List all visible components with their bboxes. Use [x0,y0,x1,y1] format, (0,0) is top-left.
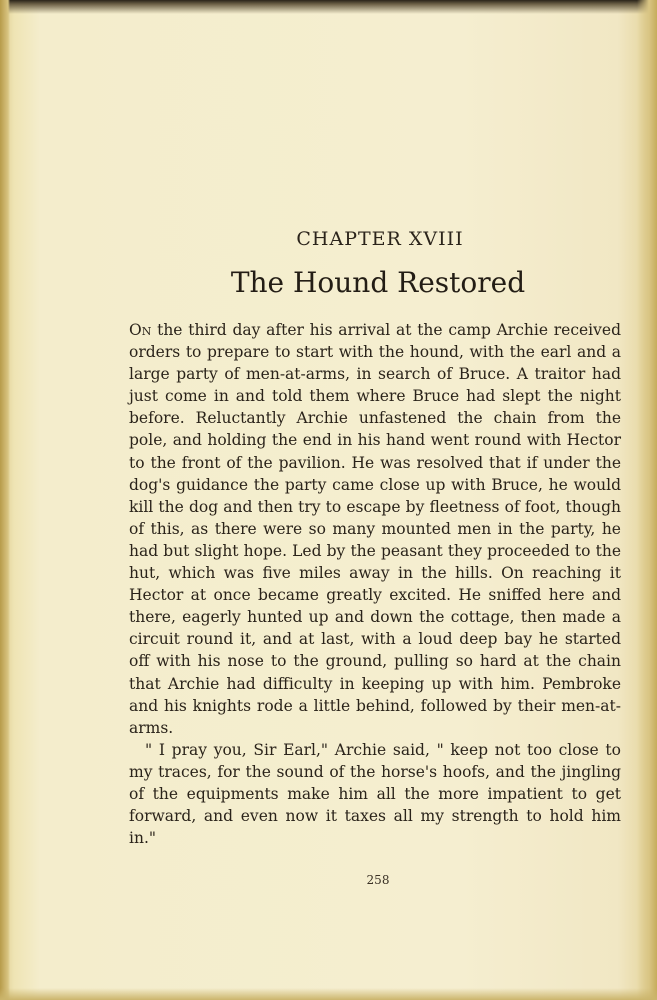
page-bottom-edge [0,988,657,1000]
page-number: 258 [366,873,390,887]
chapter-body [129,319,621,849]
paragraph-opening-word: On [129,321,152,339]
page-left-edge [0,0,10,1000]
chapter-title: The Hound Restored [230,266,526,299]
chapter-number: CHAPTER XVIII [296,228,464,250]
paragraph-1 [129,319,621,739]
page-right-edge [637,0,657,1000]
paragraph-2: " I pray you, Sir Earl," Archie said, " keep not too close to my traces, for the sound of the horse's hoofs, and the jingling of the equipments make him all the more impatient to get forward, and even now it taxes all my strength to hold him in." [129,740,621,848]
paragraph-1-text: the third day after his arrival at the camp Archie received orders to prepare to start with the hound, with the earl and a large party of men-at-arms, in search of Bruce. A traitor had just come in and told them where Bruce had slept the night before. Reluctantly Archie unfastened the chain from the pole, and holding the end in his hand went round with Hector to the front of the pavilion. He was resolved that if under the dog's guidance the party came close up with Bruce, he would kill the dog and then try to escape by fleetness of foot, though of this, as there were so many mounted men in the party, he had but slight hope. Led by the peasant they proceeded to the hut, which was five miles away in the hills. On reaching it Hector at once became greatly excited. He sniffed here and there, eagerly hunted up and down the cottage, then made a circuit round it, and at last, with a loud deep bay he started off with his nose to the ground, pulling so hard at the chain that Archie had difficulty in keeping up with him. Pembroke and his knights rode a little behind, followed by their men-at-arms. [129,321,621,737]
page-top-shadow [0,0,657,14]
